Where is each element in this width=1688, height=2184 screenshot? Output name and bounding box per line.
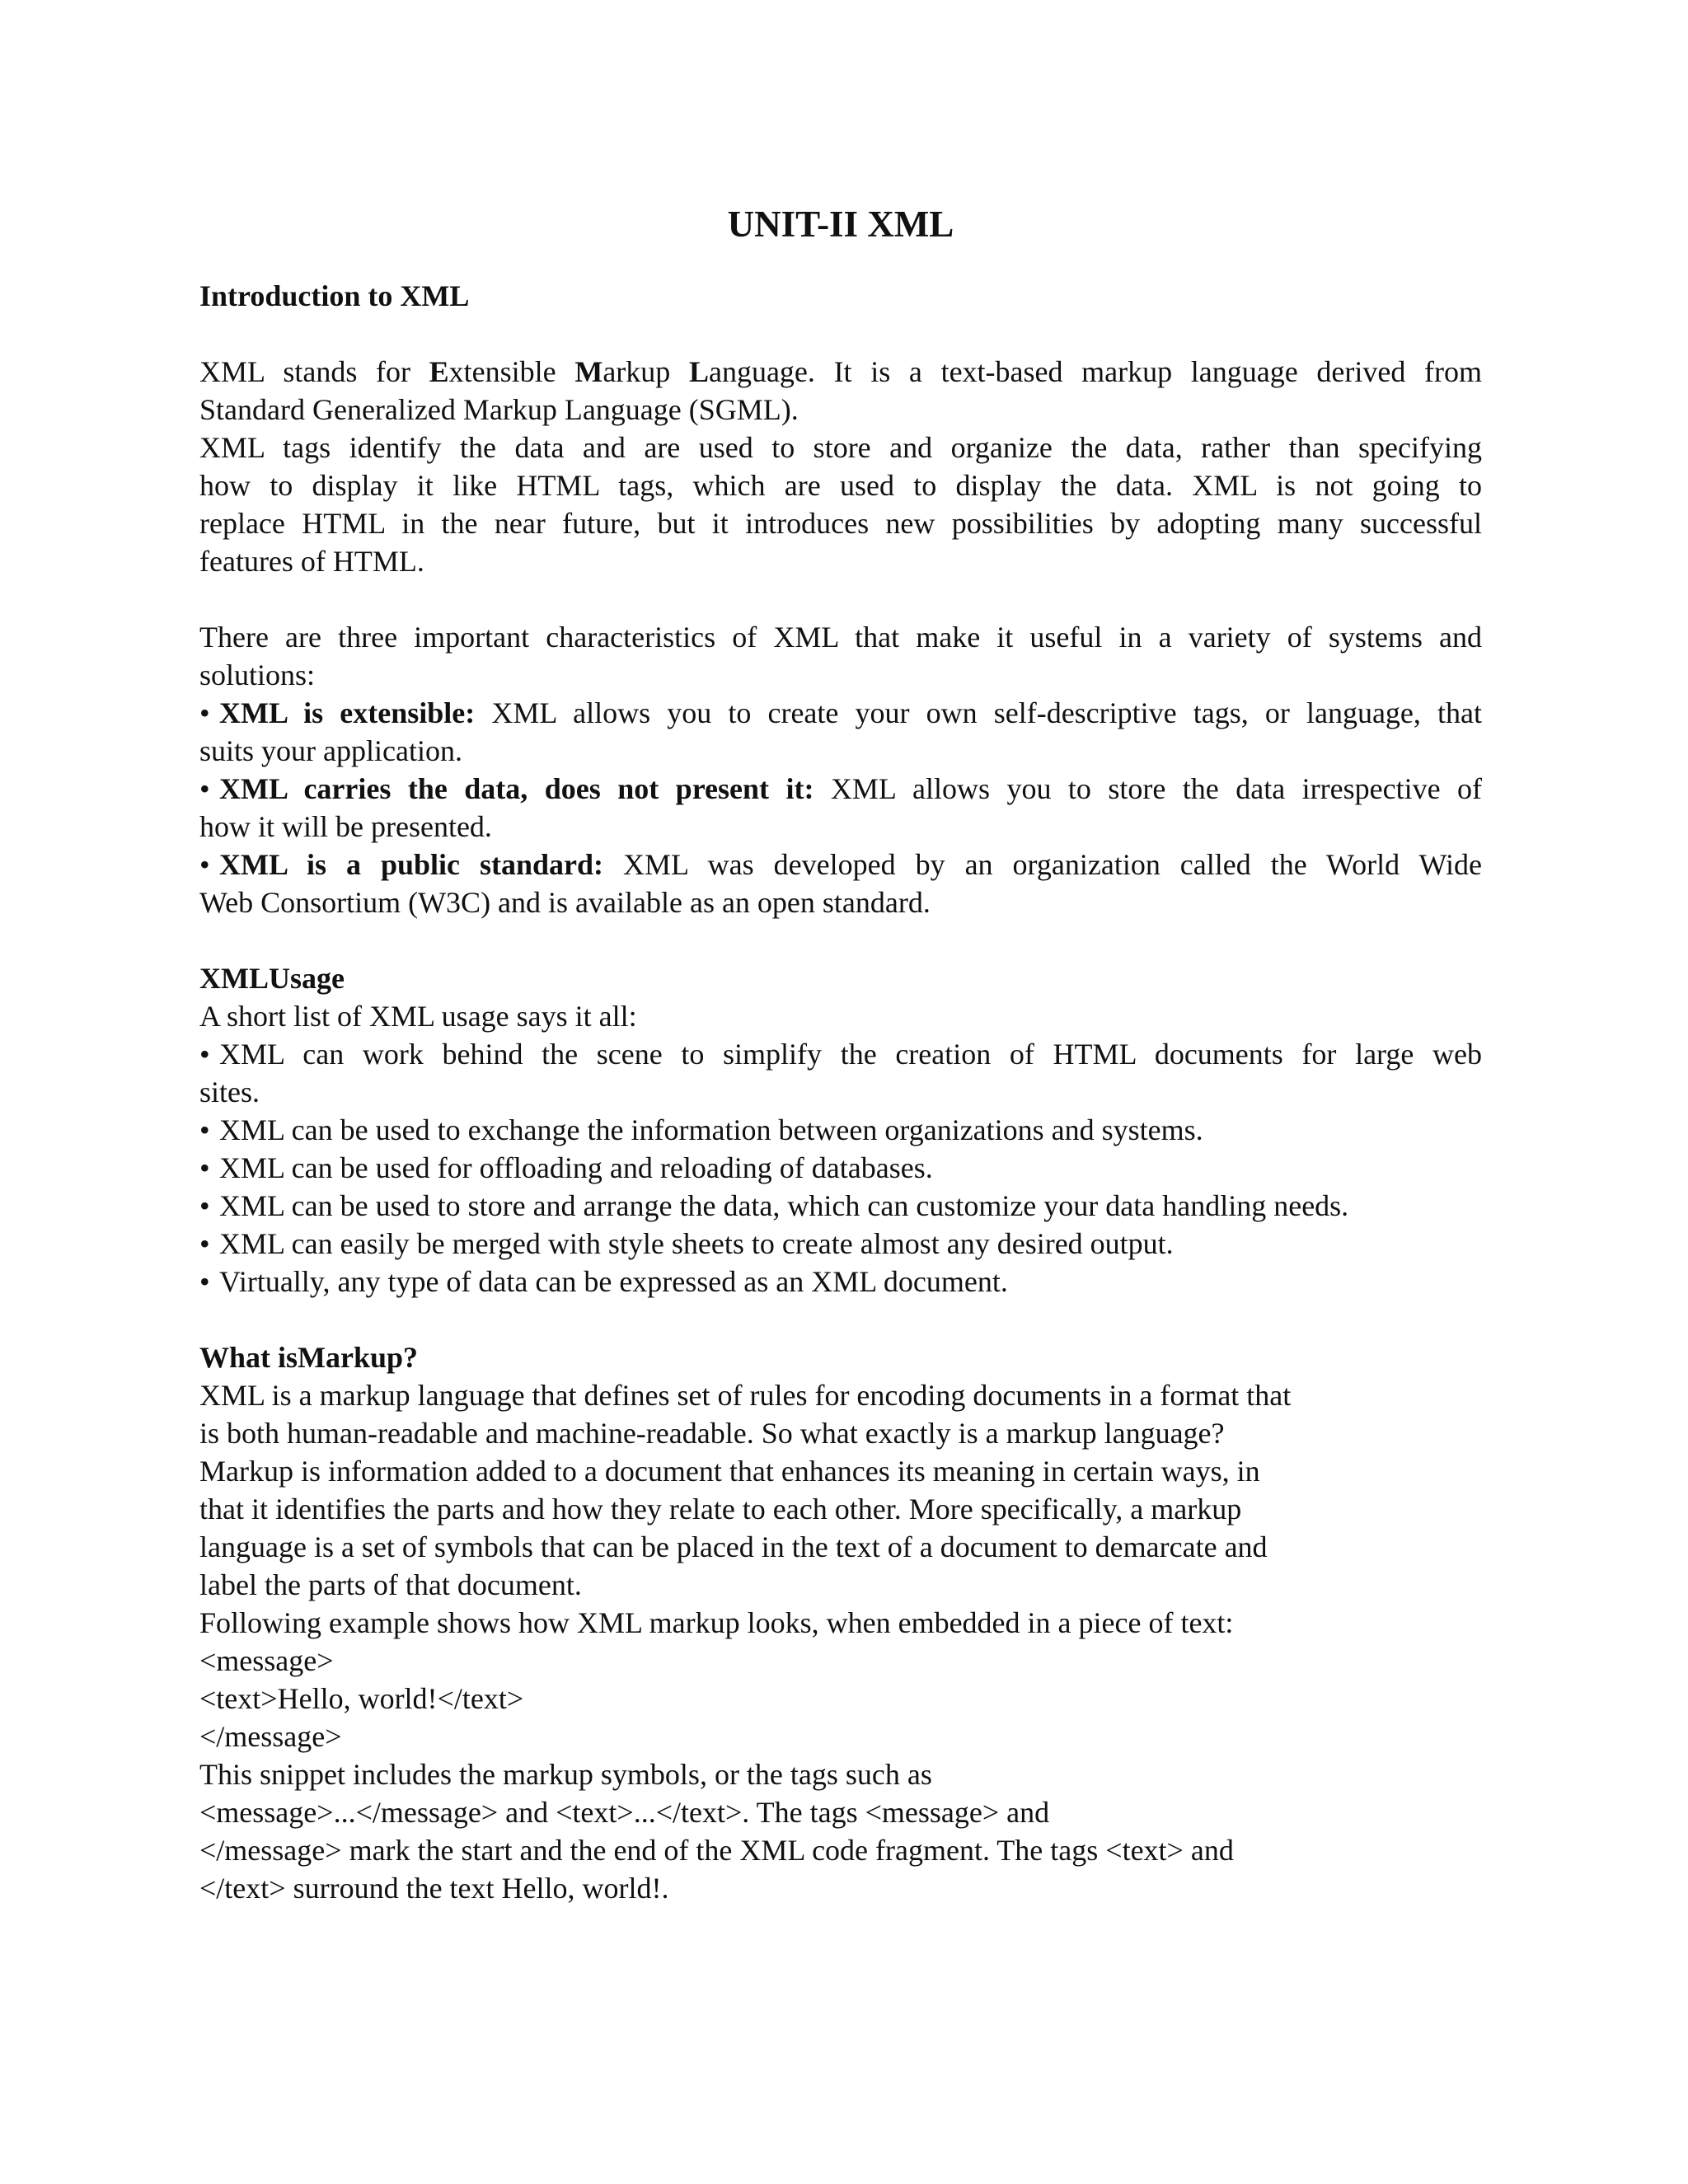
characteristic-item	[199, 694, 1482, 732]
spacer	[199, 315, 1482, 353]
spacer	[199, 921, 1482, 959]
intro-paragraph-line: Standard Generalized Markup Language (SGML).	[199, 393, 799, 426]
markup-line: label the parts of that document.	[199, 1568, 582, 1601]
markup-line: </text> surround the text Hello, world!.	[199, 1872, 669, 1905]
characteristic-continuation: how it will be presented.	[199, 810, 492, 843]
code-line: <text>Hello, world!</text>	[199, 1682, 524, 1715]
usage-item: • XML can be used for offloading and reloading of databases.	[199, 1149, 1482, 1187]
usage-intro: A short list of XML usage says it all:	[199, 1000, 637, 1033]
section-heading-introduction: Introduction to XML	[199, 279, 470, 312]
characteristic-continuation: suits your application.	[199, 734, 462, 767]
intro-paragraph-line: replace HTML in the near future, but it introduces new possibilities by adopting many successful	[199, 507, 1482, 540]
characteristic-text: XML allows you to store the data irrespective of	[814, 772, 1482, 805]
text-span: arkup	[603, 355, 689, 388]
markup-line: This snippet includes the markup symbols, or the tags such as	[199, 1758, 932, 1791]
markup-line: <message>...</message> and <text>...</text>. The tags <message> and	[199, 1796, 1050, 1829]
characteristics-intro-line: There are three important characteristics of XML that make it useful in a variety of systems and	[199, 621, 1482, 654]
usage-item: • XML can be used to exchange the information between organizations and systems.	[199, 1111, 1482, 1149]
markup-line: </message> mark the start and the end of the XML code fragment. The tags <text> and	[199, 1834, 1234, 1867]
characteristic-title: XML is a public standard:	[219, 848, 604, 881]
usage-item: • XML can work behind the scene to simplify the creation of HTML documents for large web	[199, 1035, 1482, 1073]
markup-line: Following example shows how XML markup looks, when embedded in a piece of text:	[199, 1606, 1234, 1639]
section-heading-usage: XMLUsage	[199, 962, 345, 995]
characteristics-intro-line: solutions:	[199, 658, 316, 691]
page-title: UNIT-II XML	[727, 204, 954, 245]
usage-item: • XML can easily be merged with style sheets to create almost any desired output.	[199, 1225, 1482, 1263]
text-span: anguage. It is a text-based markup language derived from	[708, 355, 1483, 388]
code-line: <message>	[199, 1644, 334, 1677]
intro-paragraph-line	[199, 353, 1482, 391]
characteristic-item	[199, 846, 1482, 883]
code-line: </message>	[199, 1720, 342, 1753]
markup-line: that it identifies the parts and how they relate to each other. More specifically, a markup	[199, 1493, 1242, 1526]
bold-letter-m: M	[574, 355, 603, 388]
bold-letter-l: L	[688, 355, 709, 388]
bold-letter-e: E	[429, 355, 449, 388]
intro-paragraph-line: how to display it like HTML tags, which are used to display the data. XML is not going to	[199, 469, 1482, 502]
text-span: xtensible	[448, 355, 575, 388]
spacer	[199, 1301, 1482, 1338]
markup-line: is both human-readable and machine-readable. So what exactly is a markup language?	[199, 1417, 1225, 1450]
characteristic-title: XML is extensible:	[219, 696, 476, 729]
section-heading-markup: What isMarkup?	[199, 1341, 419, 1374]
usage-item-continuation: sites.	[199, 1076, 260, 1108]
characteristic-continuation: Web Consortium (W3C) and is available as an open standard.	[199, 886, 931, 919]
characteristic-item	[199, 770, 1482, 808]
text-span: XML stands for	[199, 355, 429, 388]
page-content	[199, 199, 1482, 1907]
characteristic-text: XML was developed by an organization called the World Wide	[603, 848, 1482, 881]
markup-line: Markup is information added to a document that enhances its meaning in certain ways, in	[199, 1455, 1260, 1488]
spacer	[199, 580, 1482, 618]
usage-item: • Virtually, any type of data can be expressed as an XML document.	[199, 1263, 1482, 1301]
intro-paragraph-line: XML tags identify the data and are used to store and organize the data, rather than specifying	[199, 431, 1482, 464]
intro-paragraph-line: features of HTML.	[199, 545, 424, 578]
usage-item: • XML can be used to store and arrange the data, which can customize your data handling needs.	[199, 1187, 1482, 1225]
markup-line: XML is a markup language that defines set of rules for encoding documents in a format that	[199, 1379, 1292, 1412]
markup-line: language is a set of symbols that can be placed in the text of a document to demarcate and	[199, 1530, 1268, 1563]
characteristic-text: XML allows you to create your own self-descriptive tags, or language, that	[475, 696, 1483, 729]
characteristic-title: XML carries the data, does not present it:	[219, 772, 814, 805]
